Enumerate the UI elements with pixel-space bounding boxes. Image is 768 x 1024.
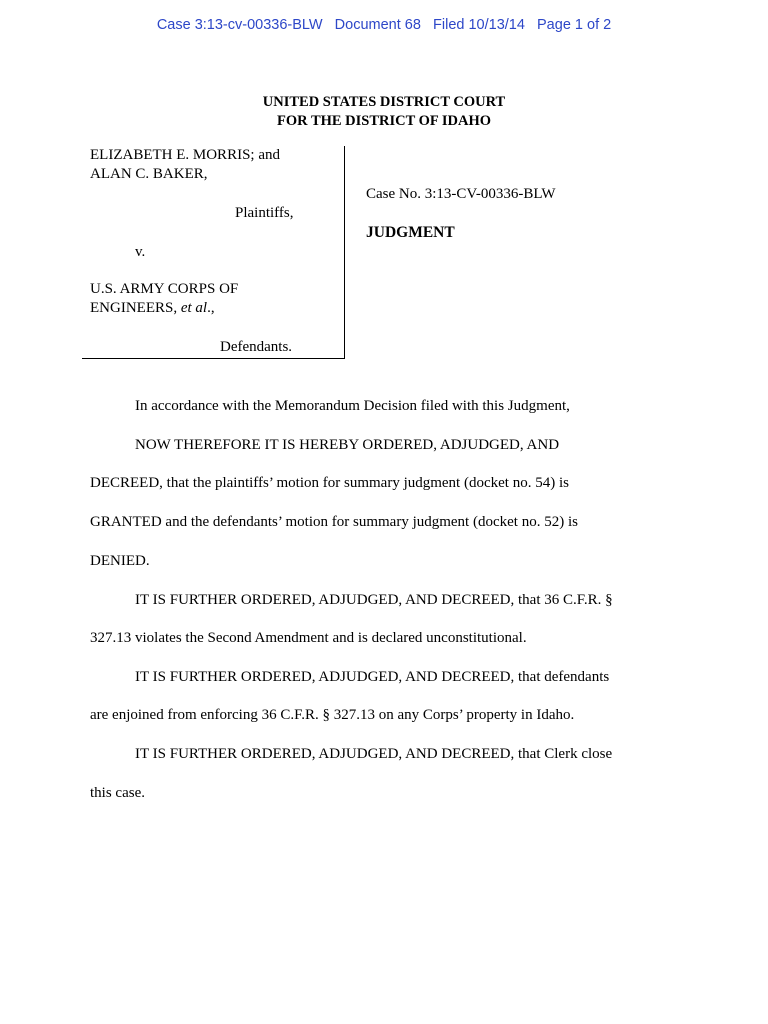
plaintiffs-role: Plaintiffs, [235,205,294,221]
ecf-document-number: Document 68 [334,17,421,33]
defendant-name-1: U.S. ARMY CORPS OF [90,281,239,297]
body-line-4: GRANTED and the defendants’ motion for summary judgment (docket no. 52) is [90,514,578,530]
ecf-page-number: Page 1 of 2 [537,17,612,33]
defendant-et-al: et al [180,300,208,316]
body-line-11: this case. [90,785,145,801]
defendant-name-2-main: ENGINEERS, [90,300,181,316]
body-line-2: NOW THEREFORE IT IS HEREBY ORDERED, ADJUDGED, AND [135,437,560,453]
document-title: JUDGMENT [366,224,455,241]
court-title-line-2: FOR THE DISTRICT OF IDAHO [276,113,492,129]
court-title-line-1: UNITED STATES DISTRICT COURT [262,94,506,110]
court-title [0,93,768,131]
plaintiff-name-1: ELIZABETH E. MORRIS; and [90,147,280,163]
body-line-8: IT IS FURTHER ORDERED, ADJUDGED, AND DECREED, that defendants [135,669,610,685]
body-line-1: In accordance with the Memorandum Decision filed with this Judgment, [135,398,570,414]
defendant-name-2 [90,300,215,317]
body-line-9: are enjoined from enforcing 36 C.F.R. § 327.13 on any Corps’ property in Idaho. [90,707,575,723]
versus-label: v. [135,244,146,260]
ecf-filed-date: Filed 10/13/14 [433,17,525,33]
ecf-case-number: Case 3:13-cv-00336-BLW [156,17,323,33]
plaintiff-name-2: ALAN C. BAKER, [90,166,208,182]
defendants-role: Defendants. [220,339,293,355]
body-line-10: IT IS FURTHER ORDERED, ADJUDGED, AND DECREED, that Clerk close [135,746,613,762]
body-line-3: DECREED, that the plaintiffs’ motion for summary judgment (docket no. 54) is [90,475,569,491]
body-line-7: 327.13 violates the Second Amendment and is declared unconstitutional. [90,630,527,646]
case-caption-parties [82,146,345,359]
body-line-6: IT IS FURTHER ORDERED, ADJUDGED, AND DECREED, that 36 C.F.R. § [135,592,613,608]
body-line-5: DENIED. [90,553,150,569]
ecf-filing-header [0,17,768,33]
defendant-name-2-end: ., [207,300,215,316]
case-number: Case No. 3:13-CV-00336-BLW [366,186,556,202]
